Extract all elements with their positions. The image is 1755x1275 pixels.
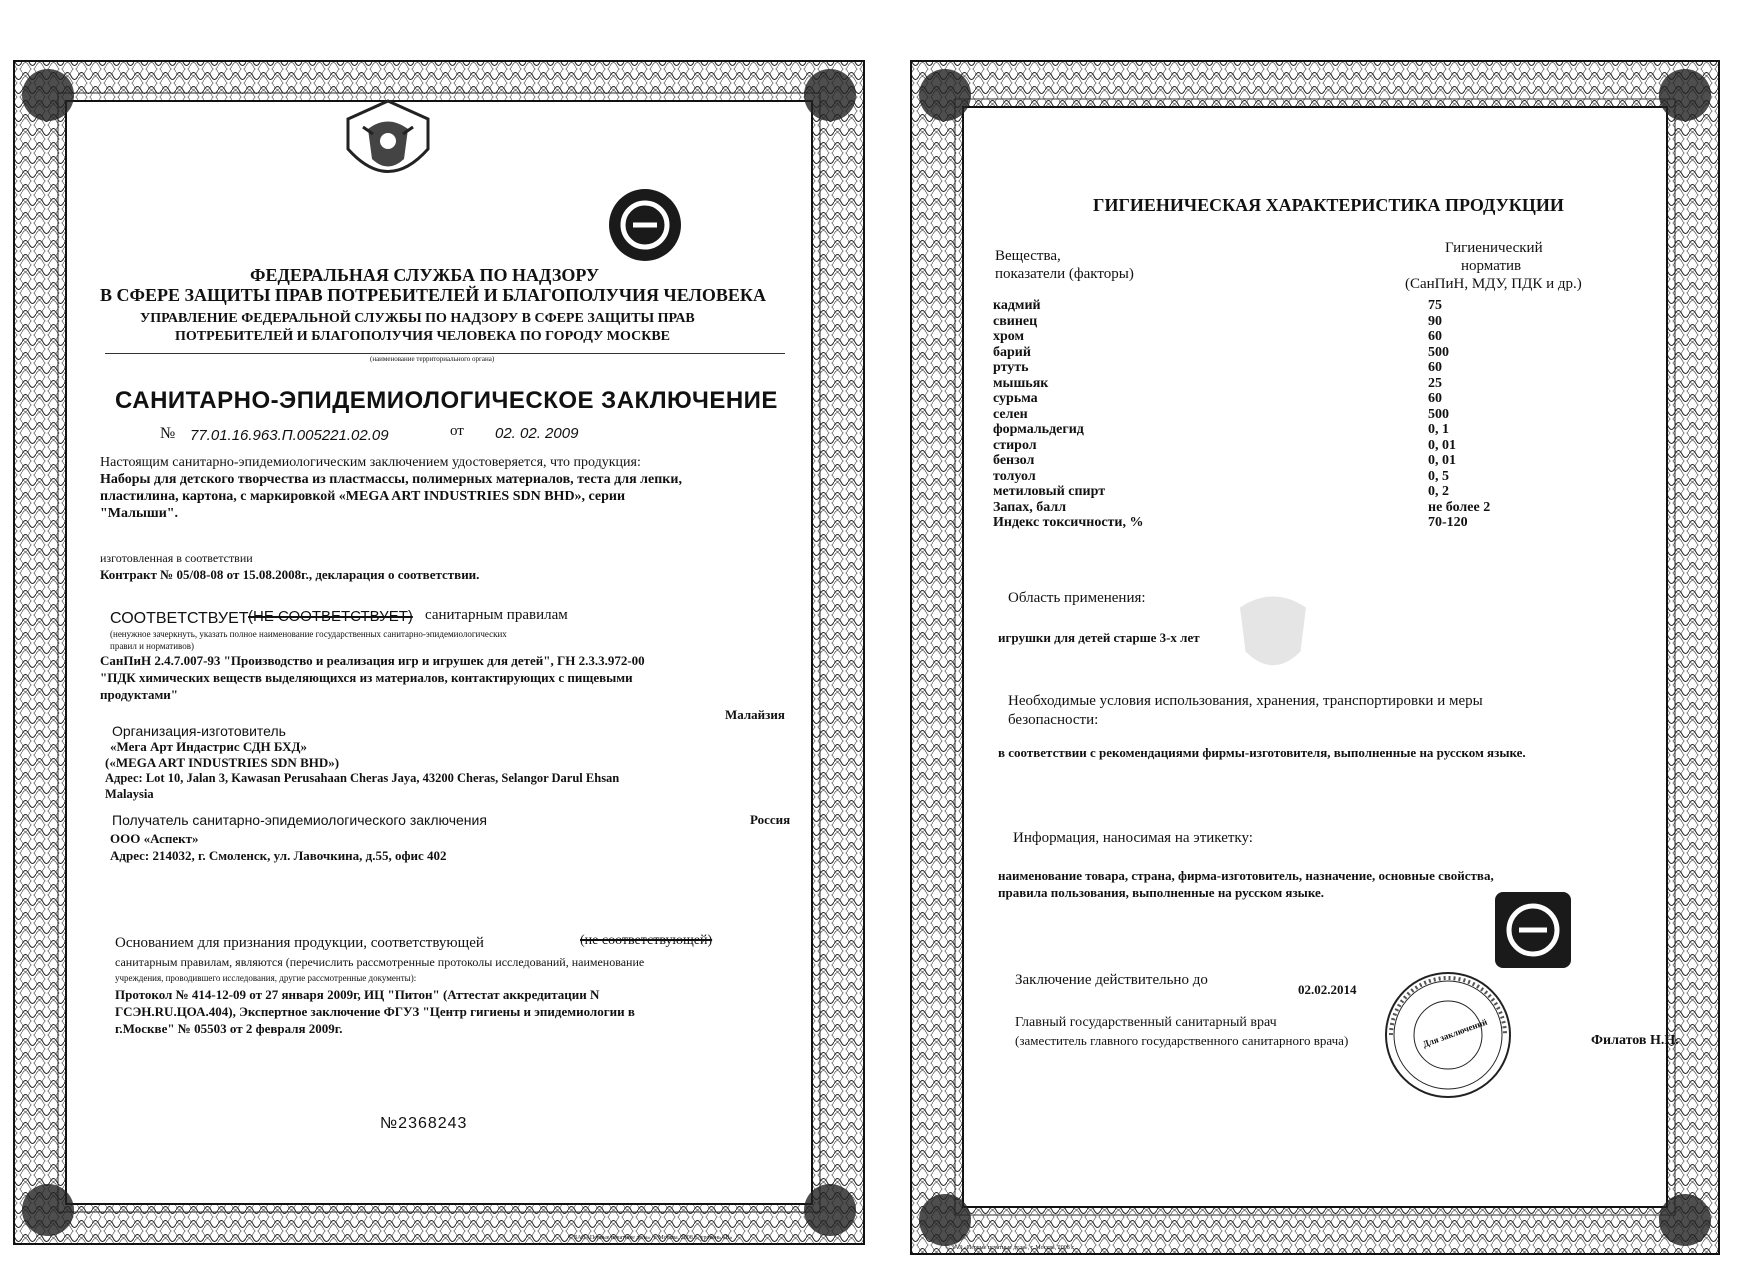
- country-recipient: Россия: [750, 812, 791, 827]
- substance-name: кадмий: [993, 298, 1041, 313]
- substance-name: селен: [993, 406, 1028, 422]
- scope-label: Область применения:: [1008, 590, 1146, 606]
- certification-mark-icon: [1493, 890, 1573, 970]
- basis-struck: (не соответствующей): [580, 933, 713, 948]
- country-manufacturer: Малайзия: [725, 707, 785, 722]
- doctor-line-1: Главный государственный санитарный врач: [1015, 1015, 1277, 1030]
- substance-value: 70-120: [1428, 515, 1468, 530]
- col-norm-line-1: Гигиенический: [1445, 240, 1543, 256]
- complies-note-2: правил и нормативов): [110, 641, 194, 651]
- certificate-page-right: [905, 55, 1725, 1260]
- made-value: Контракт № 05/08-08 от 15.08.2008г., декларация о соответствии.: [100, 567, 480, 582]
- complies-struck: (НЕ СООТВЕТСТВУЕТ): [248, 608, 413, 625]
- substance-name: ртуть: [993, 360, 1029, 375]
- scope-value: игрушки для детей старше 3-х лет: [998, 630, 1200, 645]
- basis-line-5: ГСЭН.RU.ЦОА.404), Экспертное заключение ФГУЗ "Центр гигиены и эпидемиологии в: [115, 1004, 635, 1019]
- valid-date: 02.02.2014: [1298, 982, 1357, 997]
- department-line-1: УПРАВЛЕНИЕ ФЕДЕРАЛЬНОЙ СЛУЖБЫ ПО НАДЗОРУ В СФЕРЕ ЗАЩИТЫ ПРАВ: [140, 311, 695, 326]
- rules-line-3: продуктами": [100, 687, 179, 702]
- rules-line-2: "ПДК химических веществ выделяющихся из материалов, контактирующих с пищевыми: [100, 670, 633, 685]
- info-value-2: правила пользования, выполненные на русском языке.: [998, 885, 1325, 900]
- date-prefix: от: [450, 423, 464, 439]
- intro-line-4: "Малыши".: [100, 506, 179, 521]
- emblem-watermark: [1218, 580, 1328, 690]
- left-footer: © ЗАО «Первые печатные дела», г. Москва, 2008 г., уровень «В»: [568, 1235, 733, 1241]
- substance-value: 60: [1428, 329, 1442, 344]
- org-line-3: Адрес: Lot 10, Jalan 3, Kawasan Perusahaan Cheras Jaya, 43200 Cheras, Selangor Darul Ehsan: [105, 771, 620, 785]
- substance-name: сурьма: [993, 391, 1038, 406]
- department-underline: [105, 353, 785, 354]
- org-line-4: Malaysia: [105, 787, 154, 801]
- basis-line-4: Протокол № 414-12-09 от 27 января 2009г, ИЦ "Питон" (Аттестат аккредитации N: [115, 987, 600, 1002]
- substance-name: толуол: [993, 468, 1036, 484]
- complies-word: СООТВЕТСТВУЕТ: [110, 610, 249, 627]
- basis-line-1: Основанием для признания продукции, соответствующей: [115, 935, 484, 951]
- substance-name: свинец: [993, 313, 1038, 329]
- hygienic-title: ГИГИЕНИЧЕСКАЯ ХАРАКТЕРИСТИКА ПРОДУКЦИИ: [1093, 195, 1564, 215]
- serial-number: №2368243: [380, 1115, 468, 1132]
- info-label: Информация, наносимая на этикетку:: [1013, 830, 1253, 846]
- col-norm-line-3: (СанПиН, МДУ, ПДК и др.): [1405, 276, 1582, 292]
- agency-line-2: В СФЕРЕ ЗАЩИТЫ ПРАВ ПОТРЕБИТЕЛЕЙ И БЛАГОПОЛУЧИЯ ЧЕЛОВЕКА: [100, 285, 766, 305]
- valid-label: Заключение действительно до: [1015, 972, 1208, 988]
- intro-line-3: пластилина, картона, с маркировкой «MEGA ART INDUSTRIES SDN BHD», серии: [100, 489, 626, 504]
- agency-line-1: ФЕДЕРАЛЬНАЯ СЛУЖБА ПО НАДЗОРУ: [250, 265, 600, 285]
- conditions-label-2: безопасности:: [1008, 712, 1099, 728]
- recipient-line-1: ООО «Аспект»: [110, 831, 199, 846]
- substance-name: формальдегид: [993, 422, 1084, 437]
- hygienic-characteristics-body: [993, 130, 1679, 1210]
- substance-name: метиловый спирт: [993, 484, 1106, 499]
- basis-line-3: учреждения, проводившего исследования, другие рассмотренные документы):: [115, 973, 417, 983]
- substance-value: 0, 2: [1428, 484, 1449, 499]
- org-line-2: («MEGA ART INDUSTRIES SDN BHD»): [105, 755, 340, 770]
- certificate-title: САНИТАРНО-ЭПИДЕМИОЛОГИЧЕСКОЕ ЗАКЛЮЧЕНИЕ: [115, 387, 778, 414]
- right-footer: © ЗАО «Первые печатные дела», г. Москва, 2008 г.: [945, 1245, 1075, 1251]
- recipient-line-2: Адрес: 214032, г. Смоленск, ул. Лавочкина, д.55, офис 402: [110, 848, 447, 863]
- department-caption: (наименование территориального органа): [370, 355, 495, 363]
- official-seal-stamp: [1383, 970, 1513, 1100]
- substance-value: 90: [1428, 313, 1442, 329]
- basis-line-2: санитарным правилам, являются (перечислить рассмотренные протоколы исследований, наименование: [115, 955, 645, 969]
- rules-line-1: СанПиН 2.4.7.007-93 "Производство и реализация игр и игрушек для детей", ГН 2.3.3.972-00: [100, 653, 645, 668]
- substance-value: 0, 5: [1428, 468, 1449, 484]
- substance-value: 0, 01: [1428, 453, 1456, 468]
- substance-value: 75: [1428, 298, 1442, 313]
- basis-line-6: г.Москве" № 05503 от 2 февраля 2009г.: [115, 1021, 343, 1036]
- substance-value: 60: [1428, 391, 1442, 406]
- intro-line-1: Настоящим санитарно-эпидемиологическим заключением удостоверяется, что продукция:: [100, 455, 641, 470]
- substance-name: Индекс токсичности, %: [993, 515, 1144, 530]
- coat-of-arms-emblem: [338, 99, 438, 189]
- col-substances-line-1: Вещества,: [995, 248, 1061, 264]
- substance-value: 500: [1428, 344, 1449, 360]
- intro-line-2: Наборы для детского творчества из пластмассы, полимерных материалов, теста для лепки,: [100, 472, 682, 487]
- substance-name: барий: [993, 344, 1031, 360]
- substance-name: хром: [993, 329, 1025, 344]
- org-line-1: «Мега Арт Индастрис СДН БХД»: [110, 739, 307, 754]
- complies-note: (ненужное зачеркнуть, указать полное наименование государственных санитарно-эпидемиологических: [110, 629, 507, 639]
- conditions-value: в соответствии с рекомендациями фирмы-изготовителя, выполненные на русском языке.: [998, 745, 1526, 760]
- certificate-date: 02. 02. 2009: [495, 425, 579, 442]
- org-label: Организация-изготовитель: [112, 723, 286, 739]
- info-value-1: наименование товара, страна, фирма-изготовитель, назначение, основные свойства,: [998, 868, 1494, 883]
- seal-inner-text: Для заключений: [1421, 1016, 1489, 1050]
- certificate-body: [100, 115, 800, 1190]
- department-line-2: ПОТРЕБИТЕЛЕЙ И БЛАГОПОЛУЧИЯ ЧЕЛОВЕКА ПО ГОРОДУ МОСКВЕ: [175, 329, 671, 344]
- substance-name: стирол: [993, 437, 1037, 453]
- certificate-page-left: [8, 55, 870, 1250]
- substance-name: мышьяк: [993, 375, 1049, 391]
- certification-mark-icon: [605, 185, 685, 265]
- doctor-name: Филатов Н.Н.: [1591, 1033, 1679, 1048]
- col-norm-line-2: норматив: [1461, 258, 1522, 274]
- substance-value: 500: [1428, 406, 1449, 422]
- recipient-label: Получатель санитарно-эпидемиологического заключения: [112, 812, 487, 828]
- doctor-line-2: (заместитель главного государственного санитарного врача): [1015, 1033, 1349, 1048]
- substance-value: 25: [1428, 375, 1442, 391]
- complies-rest: санитарным правилам: [425, 607, 568, 623]
- substance-value: 0, 01: [1428, 437, 1456, 453]
- substance-name: бензол: [993, 453, 1035, 468]
- substance-value: 60: [1428, 360, 1442, 375]
- substance-name: Запах, балл: [993, 499, 1067, 515]
- substance-table: [993, 298, 1593, 548]
- number-prefix: №: [160, 425, 176, 442]
- substance-value: не более 2: [1428, 499, 1491, 515]
- made-label: изготовленная в соответствии: [100, 551, 253, 565]
- conditions-label-1: Необходимые условия использования, хранения, транспортировки и меры: [1008, 693, 1483, 709]
- substance-value: 0, 1: [1428, 422, 1449, 437]
- certificate-number: 77.01.16.963.П.005221.02.09: [190, 427, 389, 444]
- col-substances-line-2: показатели (факторы): [995, 266, 1134, 282]
